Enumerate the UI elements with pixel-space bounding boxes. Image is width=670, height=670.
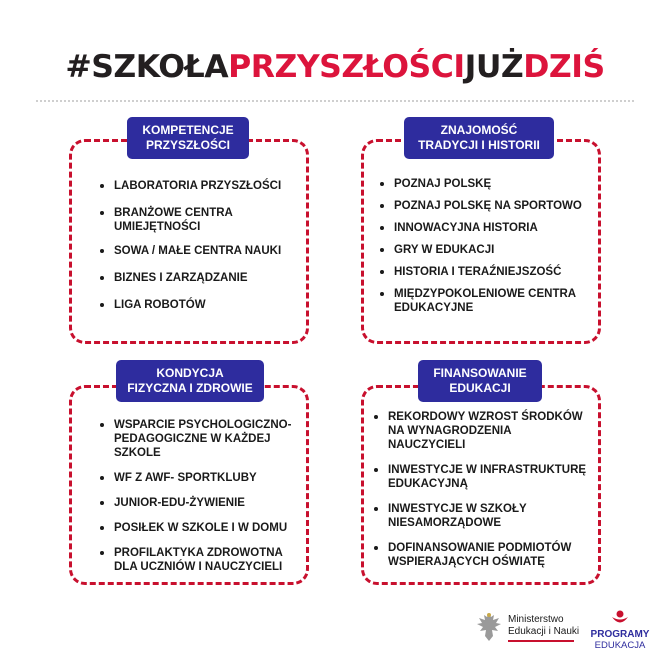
card-title-line: TRADYCJI I HISTORII xyxy=(418,138,540,152)
list-item: LIGA ROBOTÓW xyxy=(100,298,300,312)
list-item: DOFINANSOWANIE PODMIOTÓW WSPIERAJĄCYCH OŚWIATĘ xyxy=(374,541,578,569)
list-item: HISTORIA I TERAŹNIEJSZOŚĆ xyxy=(380,265,595,279)
card-list-znajomosc xyxy=(380,177,595,315)
ministry-red-bar xyxy=(508,640,574,642)
card-title-line: FINANSOWANIE xyxy=(433,366,527,380)
title-part-przyszlosci: PRZYSZŁOŚCI xyxy=(228,49,465,85)
card-title-kondycja xyxy=(116,360,264,402)
card-list-kompetencje xyxy=(100,179,300,312)
card-title-line: KOMPETENCJE xyxy=(142,123,234,137)
list-item: POZNAJ POLSKĘ xyxy=(380,177,595,191)
list-item: BIZNES I ZARZĄDZANIE xyxy=(100,271,300,285)
card-title-line: EDUKACJI xyxy=(449,381,511,395)
eagle-emblem-icon xyxy=(474,610,504,644)
programy-edukacja-logo xyxy=(585,608,655,652)
page-title xyxy=(0,44,670,90)
card-title-line: ZNAJOMOŚĆ xyxy=(440,123,518,137)
list-item: INWESTYCJE W INFRASTRUKTURĘ EDUKACYJNĄ xyxy=(374,463,598,491)
list-item: WSPARCIE PSYCHOLOGICZNO- PEDAGOGICZNE W KAŻDEJ SZKOLE xyxy=(100,418,299,460)
dotted-divider xyxy=(36,100,634,102)
ministry-logo xyxy=(474,610,584,646)
list-item: LABORATORIA PRZYSZŁOŚCI xyxy=(100,179,300,193)
list-item: INNOWACYJNA HISTORIA xyxy=(380,221,595,235)
list-item: INWESTYCJE W SZKOŁY NIESAMORZĄDOWE xyxy=(374,502,528,530)
list-item: GRY W EDUKACJI xyxy=(380,243,595,257)
list-item: MIĘDZYPOKOLENIOWE CENTRA EDUKACYJNE xyxy=(380,287,584,315)
ministry-name-line: Ministerstwo xyxy=(508,614,564,625)
list-item: PROFILAKTYKA ZDROWOTNA DLA UCZNIÓW I NAUCZYCIELI xyxy=(100,546,289,574)
list-item: REKORDOWY WZROST ŚRODKÓW NA WYNAGRODZENIA NAUCZYCIELI xyxy=(374,410,588,452)
card-title-line: KONDYCJA xyxy=(156,366,224,380)
programy-logo-icon xyxy=(610,608,630,628)
list-item: SOWA / MAŁE CENTRA NAUKI xyxy=(100,244,300,258)
title-part-szkola: #SZKOŁA xyxy=(65,49,229,85)
list-item: POSIŁEK W SZKOLE I W DOMU xyxy=(100,521,300,535)
list-item: JUNIOR-EDU-ŻYWIENIE xyxy=(100,496,300,510)
list-item: WF Z AWF- SPORTKLUBY xyxy=(100,471,300,485)
list-item: BRANŻOWE CENTRA UMIEJĘTNOŚCI xyxy=(100,206,259,234)
list-item: POZNAJ POLSKĘ NA SPORTOWO xyxy=(380,199,595,213)
card-title-finansowanie xyxy=(418,360,542,402)
title-part-juz: JUŻ xyxy=(464,49,524,85)
card-title-line: FIZYCZNA I ZDROWIE xyxy=(127,381,253,395)
card-title-line: PRZYSZŁOŚCI xyxy=(145,138,230,152)
ministry-name xyxy=(508,614,579,638)
ministry-name-line: Edukacji i Nauki xyxy=(508,626,580,637)
title-part-dzis: DZIŚ xyxy=(523,49,605,85)
card-title-kompetencje xyxy=(127,117,249,159)
edukacja-label: EDUKACJA xyxy=(594,640,646,651)
card-list-finansowanie xyxy=(374,410,596,569)
card-list-kondycja xyxy=(100,418,300,574)
programy-label: PROGRAMY xyxy=(590,629,650,640)
card-title-znajomosc xyxy=(404,117,554,159)
